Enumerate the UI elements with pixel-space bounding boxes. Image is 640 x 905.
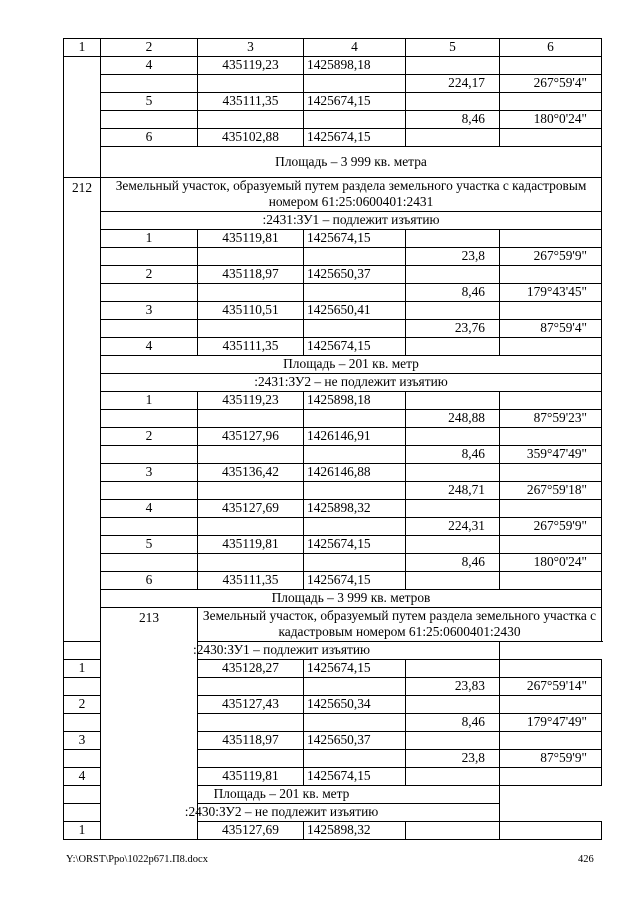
column-header: 1 [64,39,101,57]
parcel-title: Земельный участок, образуемый путем раздела земельного участка с кадастровым номером 61:25:0600401:2431 [101,178,602,212]
empty-cell [406,129,500,147]
point-row [64,500,602,518]
column-header: 6 [500,39,602,57]
empty-cell [101,446,198,464]
coordinate-y: 1425674,15 [304,338,406,356]
empty-cell [304,714,406,732]
empty-cell [406,822,500,840]
empty-cell [198,320,304,338]
area-label: Площадь – 201 кв. метр [101,356,602,374]
point-row [64,464,602,482]
subparcel-label: :2430:ЗУ1 – подлежит изъятию [64,642,500,660]
empty-cell [198,284,304,302]
empty-cell [500,129,602,147]
empty-cell [500,93,602,111]
empty-cell [406,572,500,590]
area-label-row [64,590,602,608]
point-number: 5 [101,93,198,111]
subparcel-label-row [64,804,602,822]
segment-length: 248,88 [406,410,500,428]
coordinate-x: 435119,81 [198,768,304,786]
coordinate-y: 1425674,15 [304,572,406,590]
coordinate-y: 1425674,15 [304,536,406,554]
empty-cell [101,75,198,93]
segment-length: 8,46 [406,554,500,572]
area-label-row [64,147,602,178]
parcel-title-row [64,608,602,642]
point-row [64,93,602,111]
empty-cell [304,248,406,266]
direction-angle: 179°47'49" [500,714,602,732]
empty-cell [406,428,500,446]
coordinate-y: 1425674,15 [304,93,406,111]
parcel-title: Земельный участок, образуемый путем раздела земельного участка с кадастровым номером 61:25:0600401:2430 [198,608,602,642]
segment-length: 8,46 [406,111,500,129]
coordinate-y: 1425898,32 [304,822,406,840]
empty-cell [406,392,500,410]
empty-cell [406,57,500,75]
empty-cell [500,500,602,518]
empty-cell [500,572,602,590]
coordinate-x: 435118,97 [198,266,304,284]
coordinate-y: 1425898,18 [304,57,406,75]
point-row [64,266,602,284]
segment-length: 23,76 [406,320,500,338]
empty-cell [101,518,198,536]
segment-length: 23,8 [406,248,500,266]
empty-cell [64,714,101,732]
coordinate-y: 1425674,15 [304,660,406,678]
empty-cell [198,111,304,129]
coordinate-y: 1425650,37 [304,266,406,284]
empty-cell [304,446,406,464]
segment-row [64,111,602,129]
empty-cell [101,111,198,129]
empty-cell [500,338,602,356]
coordinate-y: 1425674,15 [304,768,406,786]
direction-angle: 179°43'45" [500,284,602,302]
direction-angle: 87°59'9" [500,750,602,768]
coordinate-y: 1425898,18 [304,392,406,410]
point-row [64,302,602,320]
point-number: 6 [101,129,198,147]
coordinate-x: 435136,42 [198,464,304,482]
point-number: 4 [64,768,101,786]
point-row [64,428,602,446]
empty-cell [406,230,500,248]
parcel-index: 212 [64,178,101,642]
point-number: 2 [101,266,198,284]
point-number: 4 [101,57,198,75]
empty-cell [500,696,602,714]
empty-cell [500,266,602,284]
empty-cell [198,446,304,464]
segment-length: 224,31 [406,518,500,536]
column-header: 5 [406,39,500,57]
empty-cell [304,678,406,696]
empty-cell [406,536,500,554]
empty-cell [406,696,500,714]
segment-row [64,518,602,536]
empty-cell [198,410,304,428]
empty-cell [101,410,198,428]
segment-length: 23,83 [406,678,500,696]
coordinate-x: 435119,23 [198,392,304,410]
segment-row [64,410,602,428]
empty-cell [304,320,406,338]
column-header: 4 [304,39,406,57]
point-row [64,57,602,75]
point-number: 2 [101,428,198,446]
empty-cell [500,392,602,410]
point-number: 1 [101,230,198,248]
segment-row [64,284,602,302]
subparcel-label-row [64,374,602,392]
point-number: 1 [64,822,101,840]
empty-cell [198,518,304,536]
empty-cell [406,302,500,320]
point-number: 3 [64,732,101,750]
point-row [64,230,602,248]
segment-length: 8,46 [406,284,500,302]
coordinate-y: 1425674,15 [304,230,406,248]
point-number: 1 [64,660,101,678]
subparcel-label: :2431:ЗУ1 – подлежит изъятию [101,212,602,230]
empty-cell [64,750,101,768]
coordinate-x: 435127,69 [198,822,304,840]
point-row [64,572,602,590]
point-number: 5 [101,536,198,554]
point-row [64,536,602,554]
coordinate-x: 435127,43 [198,696,304,714]
empty-cell [198,678,304,696]
coordinate-y: 1425650,41 [304,302,406,320]
empty-cell [101,248,198,266]
direction-angle: 180°0'24" [500,554,602,572]
direction-angle: 87°59'4" [500,320,602,338]
point-number: 6 [101,572,198,590]
column-header: 2 [101,39,198,57]
empty-cell [500,428,602,446]
coordinate-x: 435127,96 [198,428,304,446]
area-label-row [64,786,602,804]
empty-cell [304,111,406,129]
coordinate-x: 435119,23 [198,57,304,75]
empty-cell [500,732,602,750]
header-row [64,39,602,57]
empty-cell [304,75,406,93]
empty-cell [406,464,500,482]
empty-cell [101,482,198,500]
point-number: 2 [64,696,101,714]
parcel-index-cell [64,57,101,178]
coordinate-x: 435119,81 [198,230,304,248]
empty-cell [500,536,602,554]
column-header: 3 [198,39,304,57]
coordinates-table [63,38,602,840]
coordinate-y: 1426146,88 [304,464,406,482]
empty-cell [101,554,198,572]
segment-row [64,320,602,338]
point-number: 3 [101,302,198,320]
footer-page-number: 426 [578,854,594,865]
empty-cell [304,284,406,302]
subparcel-label: :2430:ЗУ2 – не подлежит изъятию [64,804,500,822]
point-row [64,129,602,147]
footer-file-path: Y:\ORST\Ppo\1022p671.П8.docx [66,854,208,865]
point-row [64,392,602,410]
coordinate-x: 435127,69 [198,500,304,518]
coordinate-x: 435102,88 [198,129,304,147]
coordinate-y: 1425650,37 [304,732,406,750]
segment-length: 248,71 [406,482,500,500]
point-number: 4 [101,338,198,356]
segment-row [64,554,602,572]
empty-cell [406,93,500,111]
empty-cell [500,57,602,75]
empty-cell [500,822,602,840]
segment-row [64,75,602,93]
empty-cell [500,464,602,482]
point-row [64,338,602,356]
coordinate-x: 435119,81 [198,536,304,554]
coordinate-x: 435111,35 [198,572,304,590]
area-label: Площадь – 3 999 кв. метра [101,147,602,178]
empty-cell [406,732,500,750]
empty-cell [198,750,304,768]
empty-cell [198,714,304,732]
subparcel-label: :2431:ЗУ2 – не подлежит изъятию [101,374,602,392]
empty-cell [101,284,198,302]
subparcel-label-row [64,212,602,230]
coordinate-y: 1425650,34 [304,696,406,714]
coordinate-y: 1425674,15 [304,129,406,147]
direction-angle: 267°59'9" [500,518,602,536]
segment-length: 8,46 [406,714,500,732]
empty-cell [500,768,602,786]
empty-cell [500,660,602,678]
segment-row [64,482,602,500]
segment-length: 23,8 [406,750,500,768]
point-number: 1 [101,392,198,410]
empty-cell [500,302,602,320]
empty-cell [304,750,406,768]
empty-cell [406,500,500,518]
empty-cell [64,678,101,696]
empty-cell [304,518,406,536]
subparcel-label-row [64,642,602,660]
coordinate-x: 435111,35 [198,93,304,111]
coordinate-y: 1425898,32 [304,500,406,518]
coordinate-x: 435111,35 [198,338,304,356]
coordinate-x: 435128,27 [198,660,304,678]
empty-cell [198,554,304,572]
empty-cell [198,482,304,500]
direction-angle: 267°59'9" [500,248,602,266]
empty-cell [198,75,304,93]
empty-cell [101,320,198,338]
direction-angle: 267°59'18" [500,482,602,500]
empty-cell [406,266,500,284]
area-label-row [64,356,602,374]
segment-row [64,446,602,464]
segment-row [64,248,602,266]
direction-angle: 180°0'24" [500,111,602,129]
empty-cell [304,482,406,500]
parcel-index: 213 [101,608,198,840]
empty-cell [304,410,406,428]
point-number: 3 [101,464,198,482]
empty-cell [198,248,304,266]
coordinate-x: 435110,51 [198,302,304,320]
area-label: Площадь – 201 кв. метр [64,786,500,804]
parcel-title-row [64,178,602,212]
direction-angle: 87°59'23" [500,410,602,428]
point-number: 4 [101,500,198,518]
segment-length: 8,46 [406,446,500,464]
direction-angle: 267°59'4" [500,75,602,93]
empty-cell [406,768,500,786]
direction-angle: 359°47'49" [500,446,602,464]
segment-length: 224,17 [406,75,500,93]
coordinate-y: 1426146,91 [304,428,406,446]
empty-cell [500,230,602,248]
empty-cell [406,338,500,356]
coordinate-x: 435118,97 [198,732,304,750]
direction-angle: 267°59'14" [500,678,602,696]
area-label: Площадь – 3 999 кв. метров [101,590,602,608]
empty-cell [304,554,406,572]
empty-cell [406,660,500,678]
